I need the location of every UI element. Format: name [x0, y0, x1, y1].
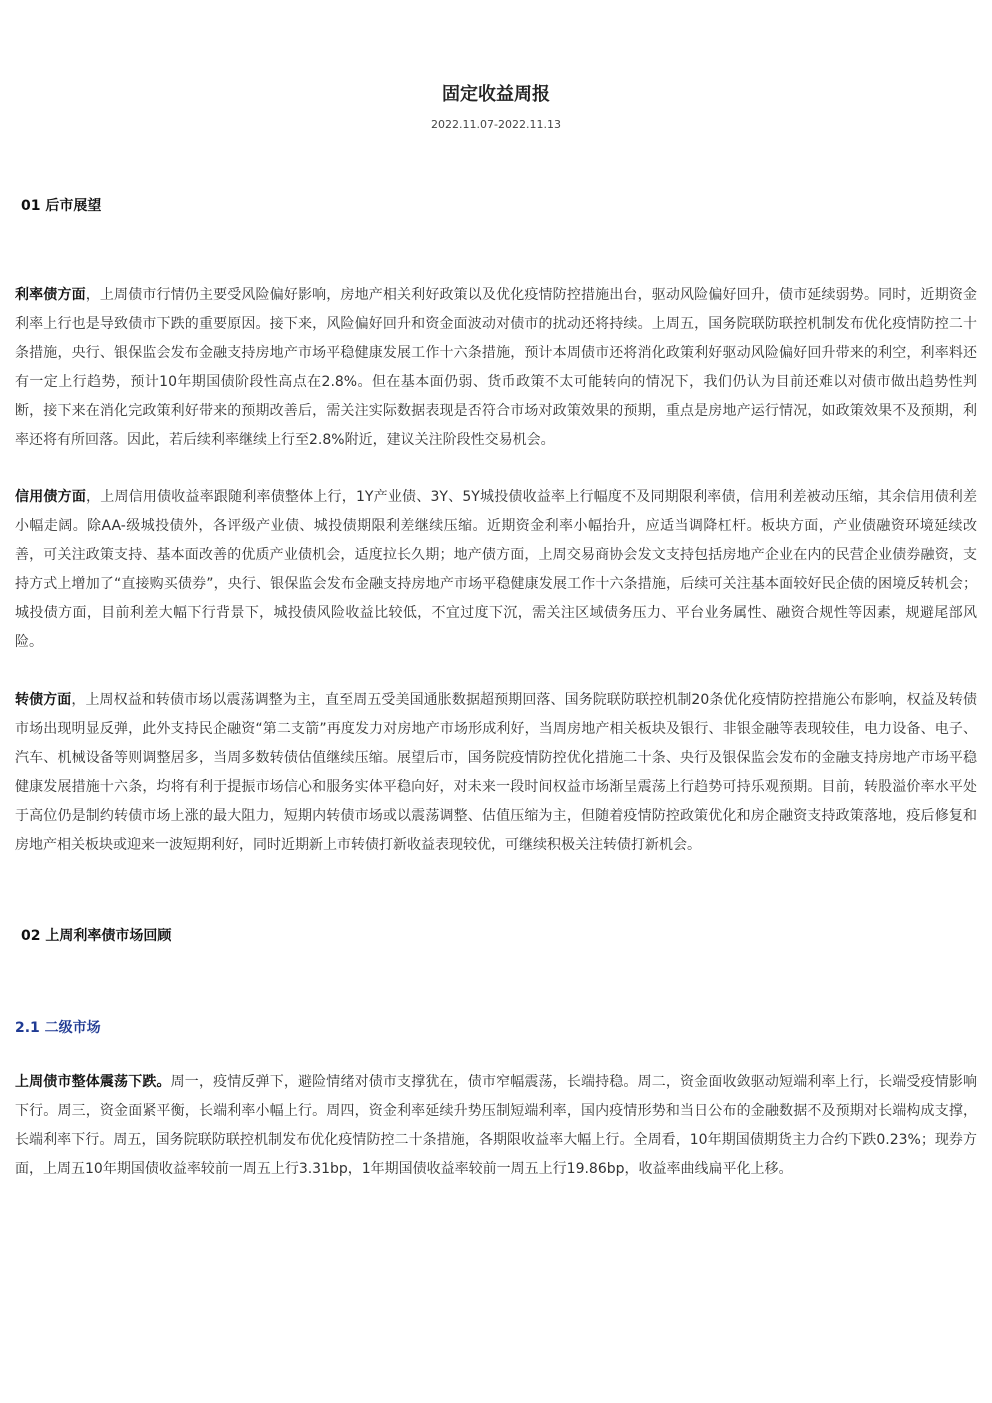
section-heading-market-review: 02 上周利率债市场回顾: [21, 928, 172, 944]
paragraph-lead: 转债方面: [15, 692, 72, 708]
paragraph-lead: 利率债方面: [15, 287, 86, 303]
paragraph-body: 周一，疫情反弹下，避险情绪对债市支撑犹在，债市窄幅震荡，长端持稳。周二，资金面收敛驱动短端利率上行，长端受疫情影响下行。周三，资金面紧平衡，长端利率小幅上行。周四，资金利率延续升势压制短端利率，国内疫情形势和当日公布的金融数据不及预期对长端构成支撑，长端利率下行。周五，国务院联防联控机制发布优化疫情防控二十条措施，各期限收益率大幅上行。全周看，10年期国债期货主力合约下跌0.23%；现券方面，上周五10年期国债收益率较前一周五上行3.31bp，1年期国债收益率较前一周五上行19.86bp，收益率曲线扁平化上移。: [15, 1074, 978, 1177]
document-date-range: 2022.11.07-2022.11.13: [431, 118, 561, 131]
paragraph-secondary-market: [15, 1068, 977, 1184]
document-title: 固定收益周报: [442, 84, 550, 105]
paragraph-lead: 上周债市整体震荡下跌。: [15, 1074, 171, 1090]
paragraph-body: ，上周权益和转债市场以震荡调整为主，直至周五受美国通胀数据超预期回落、国务院联防联控机制20条优化疫情防控措施公布影响，权益及转债市场出现明显反弹，此外支持民企融资“第二支箭”再度发力对房地产市场形成利好，当周房地产相关板块及银行、非银金融等表现较佳，电力设备、电子、汽车、机械设备等则调整居多，当周多数转债估值继续压缩。展望后市，国务院疫情防控优化措施二十条、央行及银保监会发布的金融支持房地产市场平稳健康发展措施十六条，均将有利于提振市场信心和服务实体平稳向好，对未来一段时间权益市场渐呈震荡上行趋势可持乐观预期。目前，转股溢价率水平处于高位仍是制约转债市场上涨的最大阻力，短期内转债市场或以震荡调整、估值压缩为主，但随着疫情防控政策优化和房企融资支持政策落地，疫后修复和房地产相关板块或迎来一波短期利好，同时近期新上市转债打新收益表现较优，可继续积极关注转债打新机会。: [15, 692, 978, 853]
paragraph-credit-bonds: [15, 483, 977, 657]
subsection-heading-secondary-market: 2.1 二级市场: [15, 1020, 101, 1036]
section-heading-outlook: 01 后市展望: [21, 198, 102, 214]
paragraph-convertible-bonds: [15, 686, 977, 860]
paragraph-body: ，上周债市行情仍主要受风险偏好影响，房地产相关利好政策以及优化疫情防控措施出台，驱动风险偏好回升，债市延续弱势。同时，近期资金利率上行也是导致债市下跌的重要原因。接下来，风险偏好回升和资金面波动对债市的扰动还将持续。上周五，国务院联防联控机制发布优化疫情防控二十条措施，央行、银保监会发布金融支持房地产市场平稳健康发展工作十六条措施，预计本周债市还将消化政策利好驱动风险偏好回升带来的利空，利率料还有一定上行趋势，预计10年期国债阶段性高点在2.8%。但在基本面仍弱、货币政策不太可能转向的情况下，我们仍认为目前还难以对债市做出趋势性判断，接下来在消化完政策利好带来的预期改善后，需关注实际数据表现是否符合市场对政策效果的预期，重点是房地产运行情况，如政策效果不及预期，利率还将有所回落。因此，若后续利率继续上行至2.8%附近，建议关注阶段性交易机会。: [15, 287, 977, 448]
paragraph-rate-bonds: [15, 281, 977, 455]
paragraph-lead: 信用债方面: [15, 489, 87, 505]
paragraph-body: ，上周信用债收益率跟随利率债整体上行，1Y产业债、3Y、5Y城投债收益率上行幅度不及同期限利率债，信用利差被动压缩，其余信用债利差小幅走阔。除AA-级城投债外，各评级产业债、城投债期限利差继续压缩。近期资金利率小幅抬升，应适当调降杠杆。板块方面，产业债融资环境延续改善，可关注政策支持、基本面改善的优质产业债机会，适度拉长久期；地产债方面，上周交易商协会发文支持包括房地产企业在内的民营企业债券融资，支持方式上增加了“直接购买债券”，央行、银保监会发布金融支持房地产市场平稳健康发展工作十六条措施，后续可关注基本面较好民企债的困境反转机会；城投债方面，目前利差大幅下行背景下，城投债风险收益比较低，不宜过度下沉，需关注区域债务压力、平台业务属性、融资合规性等因素，规避尾部风险。: [15, 489, 978, 650]
